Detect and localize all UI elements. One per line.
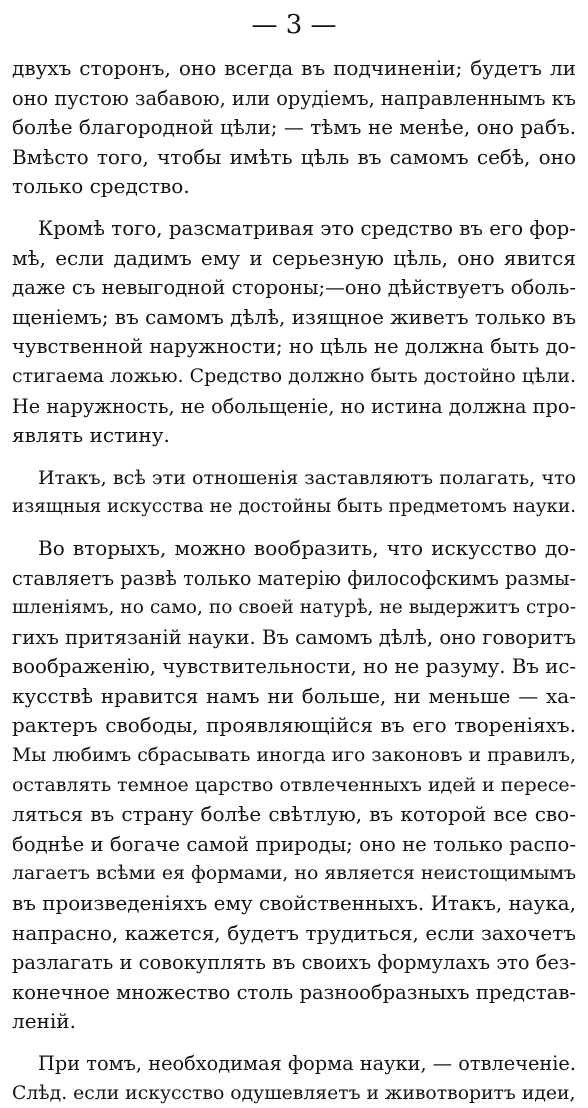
text-line: двухъ сторонъ, оно всегда въ подчиненіи; будетъ ли	[12, 56, 577, 80]
page-text	[12, 54, 576, 1108]
text-line: ляться въ страну болѣе свѣтлую, въ которой все сво-	[12, 802, 576, 827]
page-number: — 3 —	[251, 10, 337, 40]
text-line: болѣе благородной цѣли; — тѣмъ не менѣе, оно рабъ.	[12, 115, 576, 140]
text-line: воображенію, чувствительности, но не разуму. Въ ис-	[12, 655, 577, 679]
text-line: лагаетъ всѣми ея формами, но является неистощимымъ	[12, 862, 576, 885]
text-line: оставлять темное царство отвлеченныхъ идей и пересе-	[12, 773, 577, 796]
text-line: леній.	[12, 1009, 76, 1034]
paragraph	[12, 463, 576, 522]
paragraph	[12, 54, 576, 202]
text-line: мѣ, если дадимъ ему и серьезную цѣль, оно явится	[12, 245, 576, 270]
text-line: только средство.	[12, 174, 190, 199]
text-line: Во вторыхъ, можно вообразить, что искусство до-	[38, 535, 576, 560]
paragraph	[12, 1049, 576, 1108]
text-line: конечное множество столь разнообразныхъ представ-	[12, 980, 576, 1004]
text-line: изящныя искусства не достойны быть предметомъ науки.	[12, 496, 577, 518]
text-line: щеніемъ; въ самомъ дѣлѣ, изящное живетъ только въ	[12, 305, 576, 329]
text-line: шленіямъ, но само, по своей натурѣ, не выдержитъ стро-	[12, 597, 576, 619]
text-line: боднѣе и богаче самой природы; оно не только распо-	[12, 832, 576, 856]
text-line: чувственной наружности; но цѣль не должна быть до-	[12, 335, 576, 359]
text-line: При томъ, необходимая форма науки, — отвлеченіе.	[38, 1052, 577, 1075]
text-line: Слѣд. если искусство одушевляетъ и животворитъ идеи,	[12, 1082, 576, 1104]
text-line: даже съ невыгодной стороны;—оно дѣйствуетъ оболь-	[12, 276, 577, 300]
text-line: являть истину.	[12, 423, 170, 448]
text-line: гихъ притязаній науки. Въ самомъ дѣлѣ, оно говоритъ	[12, 625, 577, 649]
text-line: Мы любимъ сбрасывать иногда иго законовъ и правилъ,	[12, 745, 576, 767]
text-line: въ произведеніяхъ ему свойственныхъ. Итакъ, наука,	[12, 892, 576, 916]
text-line: Итакъ, всѣ эти отношенія заставляютъ полагать, что	[38, 465, 577, 489]
text-line: Вмѣсто того, чтобы имѣть цѣль въ самомъ себѣ, оно	[12, 144, 577, 169]
text-line: разлагать и совокуплять въ своихъ формулахъ это без-	[12, 951, 576, 975]
text-line: напрасно, кажется, будетъ трудиться, если захочетъ	[12, 920, 577, 945]
text-line: ставляетъ развѣ только матерію философскимъ размы-	[12, 566, 576, 590]
text-line: оно пустою забавою, или орудіемъ, направленнымъ къ	[12, 86, 576, 110]
paragraph	[12, 214, 576, 451]
text-line: кусствѣ нравится намъ ни больше, ни меньше — ха-	[12, 683, 576, 708]
text-line: Кромѣ того, разсматривая это средство въ его фор-	[38, 216, 576, 240]
text-line: Не наружность, не обольщеніе, но истина должна про-	[12, 394, 576, 418]
text-line: стигаема ложью. Средство должно быть достойно цѣли.	[12, 364, 577, 387]
paragraph	[12, 534, 576, 1037]
text-line: рактеръ свободы, проявляющійся въ его твореніяхъ.	[12, 713, 576, 738]
